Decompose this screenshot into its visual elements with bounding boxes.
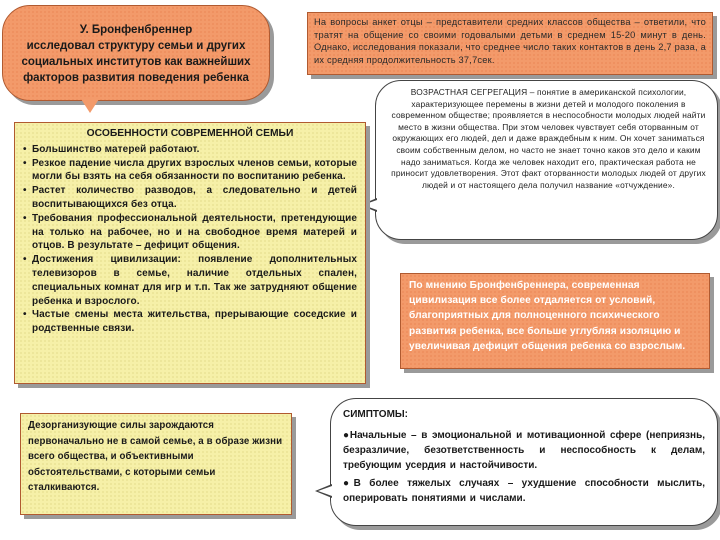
family-features-box bbox=[14, 122, 366, 384]
bullet-icon: • bbox=[23, 157, 27, 169]
bronfenbrenner-text: исследовал структуру семьи и других социальных институтов как важнейших факторов развития поведения ребенка bbox=[21, 40, 251, 84]
callout-tail-icon bbox=[81, 99, 99, 113]
list-item: • Большинство матерей работают. bbox=[23, 143, 200, 155]
disorganizing-forces-text: Дезорганизующие силы зарождаются первоначально не в самой семье, а в образе жизни всего общества, и объективными обстоятельствами, с которыми семьи сталкиваются. bbox=[28, 420, 283, 493]
symptoms-title: СИМПТОМЫ: bbox=[343, 409, 409, 420]
bullet-icon: • bbox=[23, 309, 27, 321]
list-item: • Растет количество разводов, а следовательно и детей воспитывающихся без отца. bbox=[23, 185, 357, 210]
bronfenbrenner-opinion-box bbox=[400, 273, 710, 369]
family-features-list bbox=[23, 143, 357, 336]
symptom-item: ●В более тяжелых случаях – ухудшение способности мыслить, оперировать понятиями и числами. bbox=[343, 478, 706, 504]
bullet-icon: • bbox=[23, 254, 27, 266]
bullet-icon: • bbox=[23, 212, 27, 224]
bullet-icon: • bbox=[23, 143, 27, 155]
symptom-item: ●Начальные – в эмоциональной и мотивационной сфере (неприязнь, безразличие, безответственность и неспособность к делам, требующим усердия и настойчивости. bbox=[343, 430, 705, 471]
survey-fact-box bbox=[307, 12, 713, 75]
age-segregation-callout bbox=[375, 80, 718, 240]
list-item: • Резкое падение числа других взрослых членов семьи, которые могли бы взять на себя обязанности по воспитанию ребенка. bbox=[23, 157, 357, 183]
disorganizing-forces-box bbox=[20, 413, 292, 515]
bullet-icon: ● bbox=[343, 430, 350, 441]
opinion-text: По мнению Бронфенбреннера, современная цивилизация все более отдаляется от условий, благоприятных для полноценного психического развития ребенка, все больше углубляя изоляцию и увеличивая дефицит общения ребенка со взрослым. bbox=[409, 280, 686, 352]
symptoms-callout bbox=[330, 398, 718, 526]
list-item: • Достижения цивилизации: появление дополнительных телевизоров в семье, наличие отдельных спален, специальных комнат для игр и т.п. Так же затрудняют общение ребенка и взрослого. bbox=[23, 254, 357, 307]
list-item: • Требования профессиональной деятельности, претендующие на только на рабочее, но и на свободное время матерей и отцов. В результате – дефицит общения. bbox=[23, 212, 357, 252]
list-item: • Частые смены места жительства, прерывающие соседские и родственные связи. bbox=[23, 309, 357, 335]
family-features-title: ОСОБЕННОСТИ СОВРЕМЕННОЙ СЕМЬИ bbox=[86, 128, 294, 139]
survey-fact-text: На вопросы анкет отцы – представители средних классов общества – ответили, что тратят на общение со своими годовалыми детьми в среднем 15-20 минут в день. Однако, исследования показали, что среднее число таких контактов в день 2,7 раза, а их средняя продолжительность 37,7сек. bbox=[314, 17, 706, 66]
bullet-icon: • bbox=[23, 185, 27, 197]
callout-tail-inner bbox=[318, 486, 332, 496]
bronfenbrenner-callout bbox=[2, 5, 270, 101]
bronfenbrenner-name: У. Бронфенбреннер bbox=[79, 24, 193, 36]
bullet-icon: ● bbox=[343, 478, 354, 489]
age-segregation-text: ВОЗРАСТНАЯ СЕГРЕГАЦИЯ – понятие в американской психологии, характеризующее перемены в жизни детей и молодого поколения в современном обществе; проявляется в неспособности молодых людей найти место в жизни общества. При этом человек чувствует себя оторванным от окружающих его людей, дел и даже враждебным к ним. Он хочет заниматься своим собственным делом, но часто не знает точно каков это дело и каким надо заниматься. Когда же человек находит его, практическая работа не приносит удовлетворения. Этот факт оторванности молодых людей от других людей и от настоящего дела получил название «отчуждение». bbox=[391, 87, 706, 190]
